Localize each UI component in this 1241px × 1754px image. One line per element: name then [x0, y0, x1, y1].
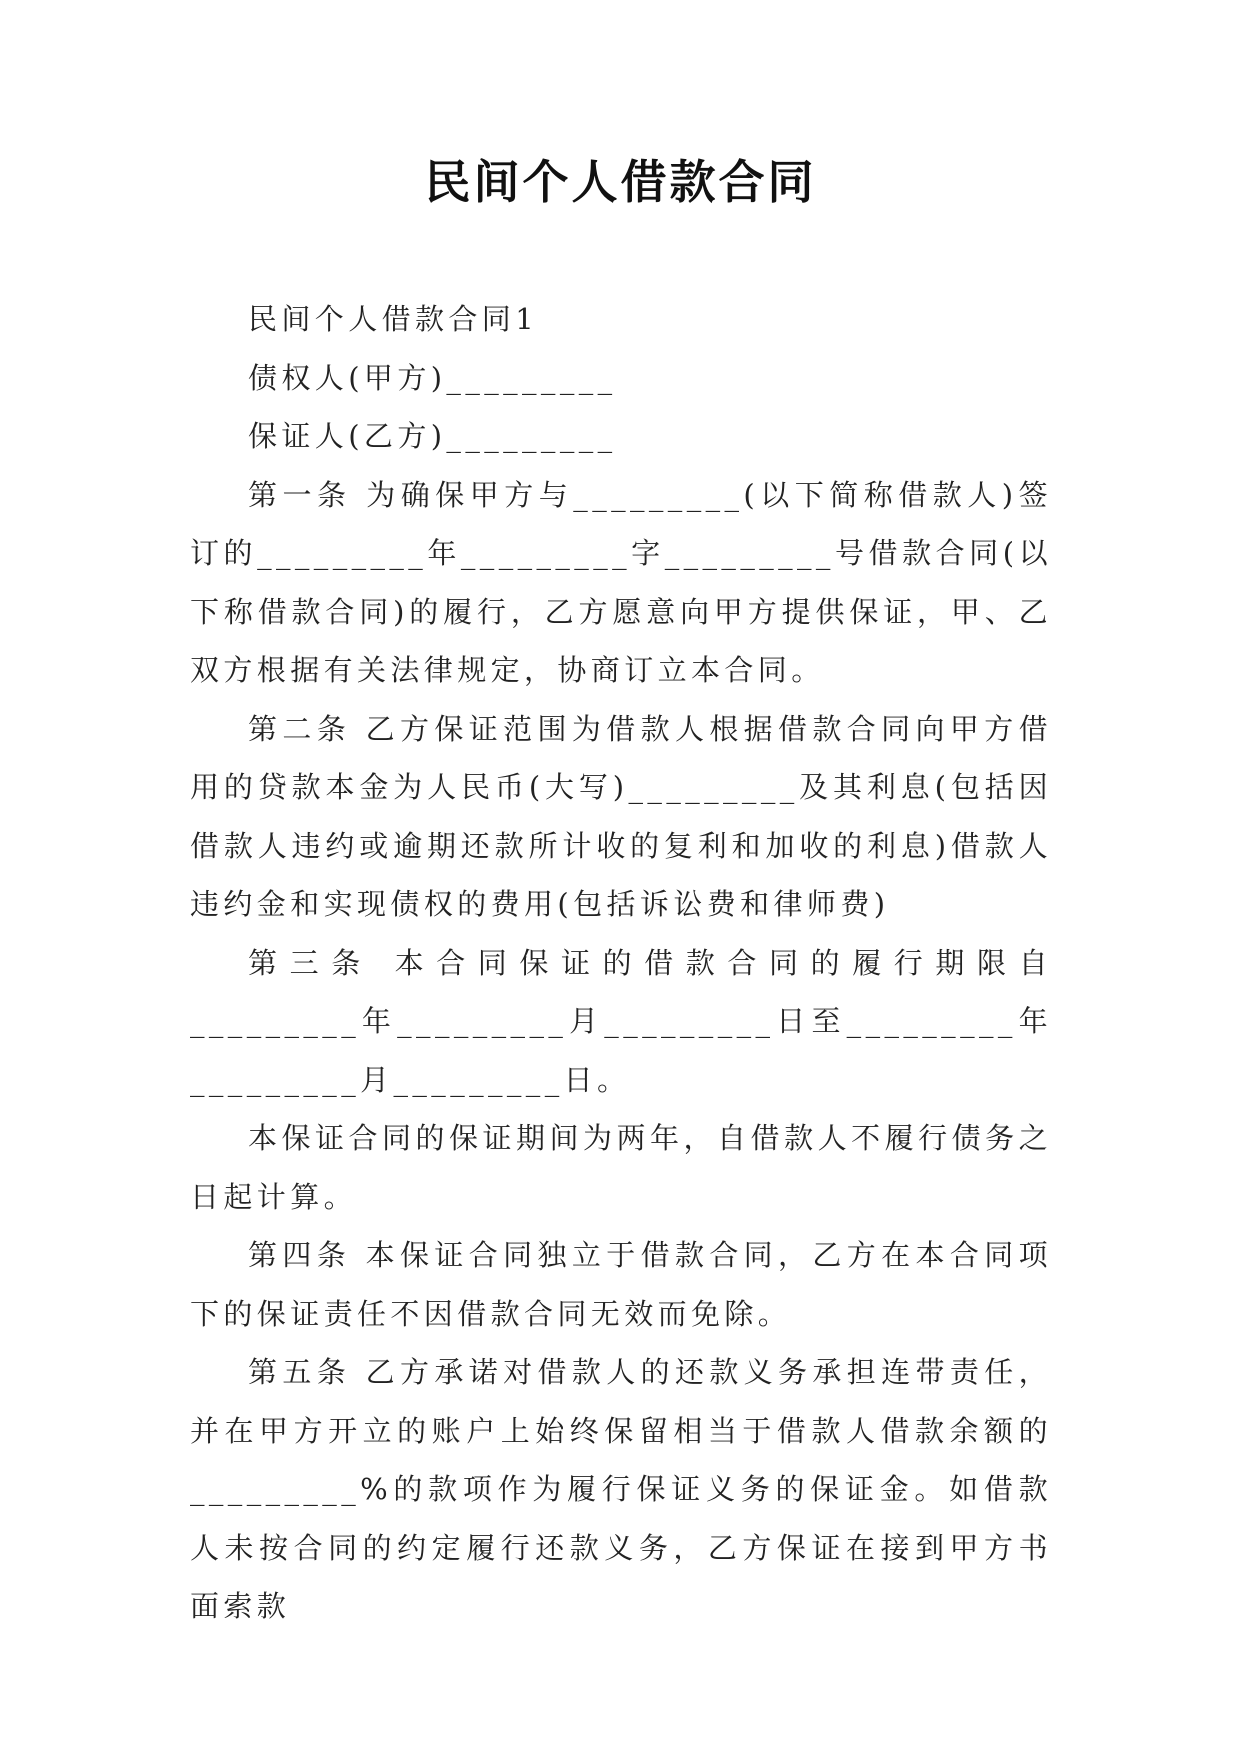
paragraph-guarantor: 保证人(乙方)_________ — [248, 419, 617, 453]
paragraph-article-5: 第五条 乙方承诺对借款人的还款义务承担连带责任，并在甲方开立的账户上始终保留相当于借款人借款余额的_________%的款项作为履行保证义务的保证金。如借款人未按合同的约定履行还款义务，乙方保证在接到甲方书面索款 — [190, 1355, 1052, 1623]
paragraph-guarantee-period: 本保证合同的保证期间为两年，自借款人不履行债务之日起计算。 — [190, 1121, 1052, 1214]
paragraph-article-2: 第二条 乙方保证范围为借款人根据借款合同向甲方借用的贷款本金为人民币(大写)_________及其利息(包括因借款人违约或逾期还款所计收的复利和加收的利息)借款人违约金和实现债权的费用(包括诉讼费和律师费) — [190, 711, 1052, 921]
paragraph-heading: 民间个人借款合同1 — [248, 302, 539, 336]
paragraph-article-1: 第一条 为确保甲方与_________(以下简称借款人)签订的_________年_________字_________号借款合同(以下称借款合同)的履行，乙方愿意向甲方提供保证，甲、乙双方根据有关法律规定，协商订立本合同。 — [190, 477, 1052, 687]
paragraph-article-4: 第四条 本保证合同独立于借款合同，乙方在本合同项下的保证责任不因借款合同无效而免除。 — [190, 1238, 1052, 1331]
document-body — [190, 290, 1052, 1636]
paragraph-article-3: 第三条 本合同保证的借款合同的履行期限自_________年_________月_________日至_________年_________月_________日。 — [190, 945, 1052, 1097]
document-title: 民间个人借款合同 — [424, 155, 817, 209]
paragraph-creditor: 债权人(甲方)_________ — [248, 360, 617, 395]
